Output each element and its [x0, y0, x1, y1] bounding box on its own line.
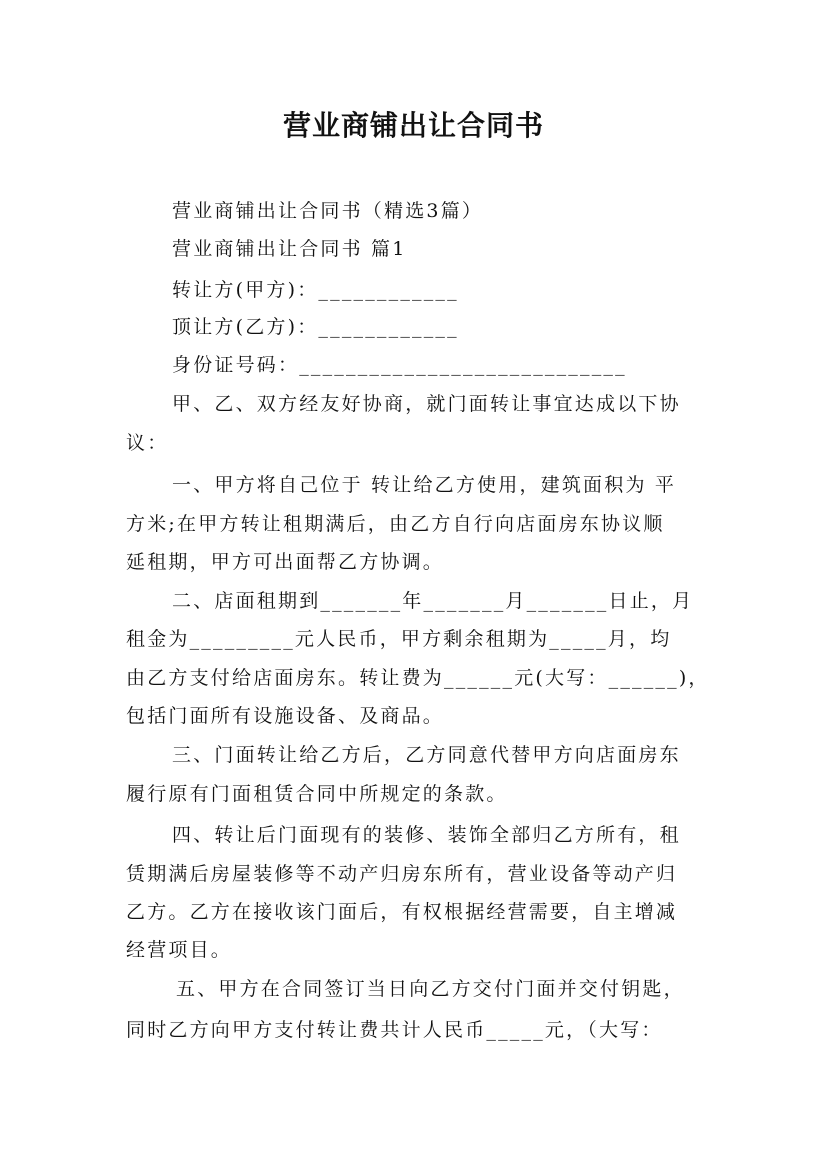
- clause-3-line: 履行原有门面租赁合同中所规定的条款。: [126, 783, 508, 805]
- section-heading: 营业商铺出让合同书 篇1: [172, 238, 407, 260]
- paragraph-line: 甲、乙、双方经友好协商，就门面转让事宜达成以下协: [172, 393, 681, 415]
- clause-3-line: 三、门面转让给乙方后，乙方同意代替甲方向店面房东: [172, 744, 681, 766]
- document-title: 营业商铺出让合同书: [282, 109, 544, 142]
- clause-4-line: 经营项目。: [126, 939, 233, 961]
- clause-4-line: 四、转让后门面现有的装修、装饰全部归乙方所有，租: [172, 824, 681, 846]
- clause-2-line: 包括门面所有设施设备、及商品。: [126, 705, 445, 727]
- clause-2-line: 租金为_________元人民币，甲方剩余租期为_____月，均: [126, 628, 672, 650]
- clause-5-line: 五、甲方在合同签订当日向乙方交付门面并交付钥匙，: [176, 978, 685, 1000]
- clause-1-line: 方米;在甲方转让租期满后，由乙方自行向店面房东协议顺: [126, 513, 665, 535]
- clause-2-line: 二、店面租期到_______年_______月_______日止，月: [172, 590, 694, 612]
- subtitle-line: 营业商铺出让合同书（精选3篇）: [172, 200, 484, 222]
- clause-5-line: 同时乙方向甲方支付转让费共计人民币_____元，（大写：: [126, 1019, 663, 1041]
- clause-1-line: 延租期，甲方可出面帮乙方协调。: [126, 551, 445, 573]
- transferee-field: 顶让方(乙方)：____________: [172, 316, 459, 338]
- transferor-field: 转让方(甲方)：____________: [172, 279, 459, 301]
- clause-1-line: 一、甲方将自己位于 转让给乙方使用，建筑面积为 平: [172, 474, 677, 496]
- clause-4-line: 乙方。乙方在接收该门面后，有权根据经营需要，自主增减: [126, 901, 678, 923]
- clause-4-line: 赁期满后房屋装修等不动产归房东所有，营业设备等动产归: [126, 863, 678, 885]
- clause-2-line: 由乙方支付给店面房东。转让费为______元(大写：______)，: [126, 667, 710, 689]
- id-number-field: 身份证号码：____________________________: [172, 354, 627, 376]
- paragraph-line: 议：: [126, 432, 169, 454]
